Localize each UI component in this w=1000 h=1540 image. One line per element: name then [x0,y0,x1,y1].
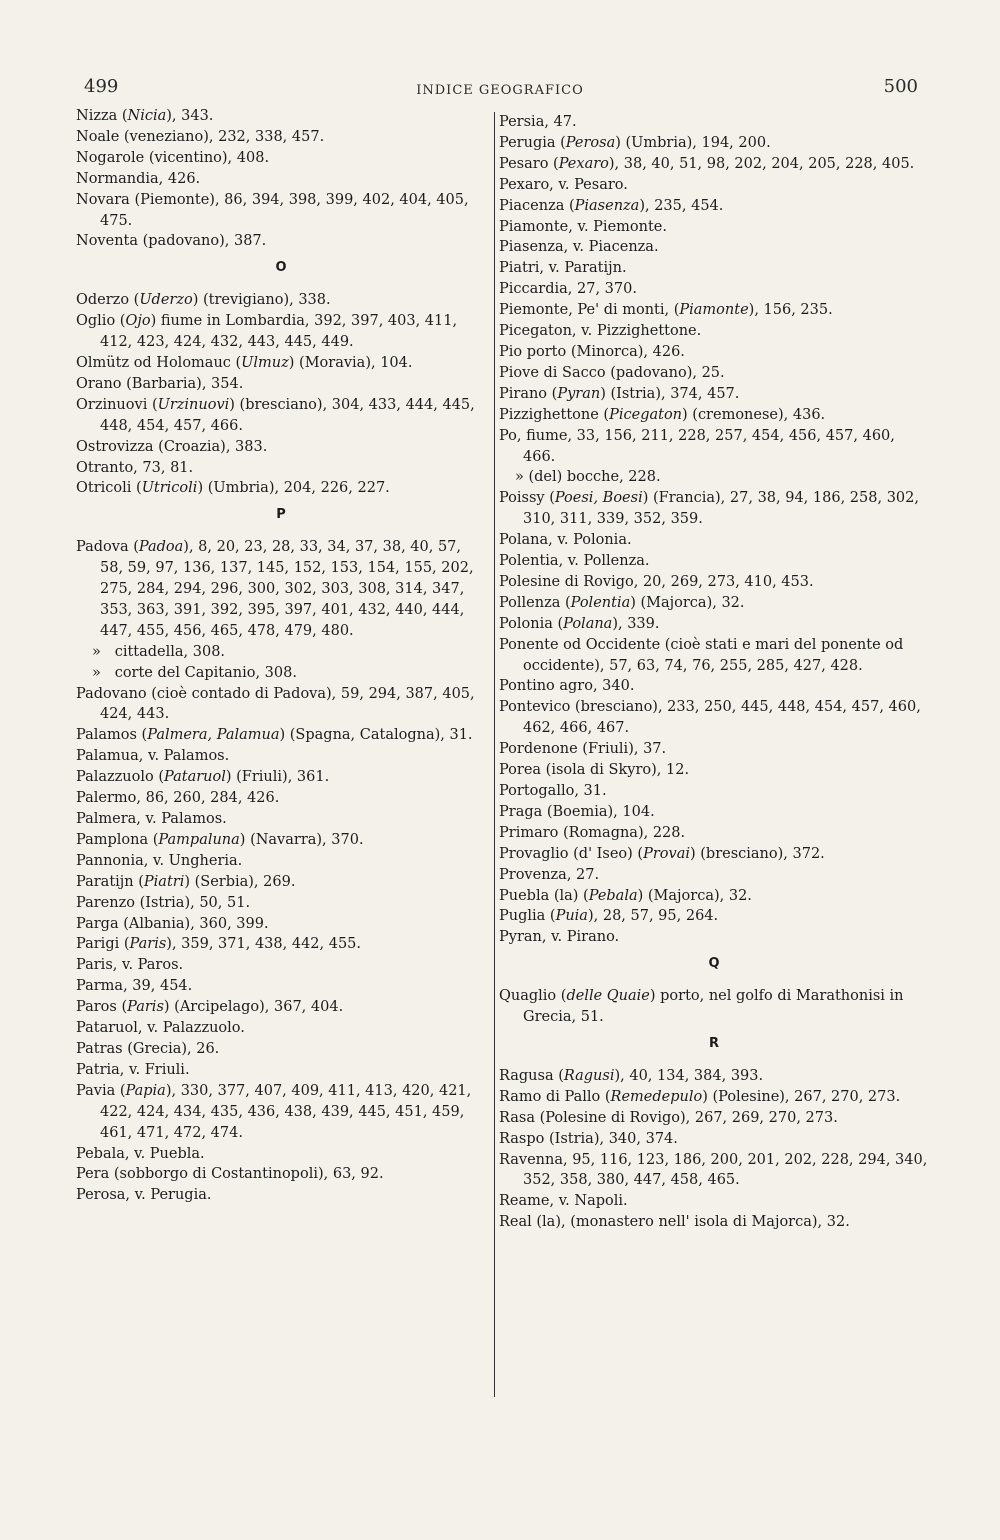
index-entry: Portogallo, 31. [499,783,607,799]
index-entry: Olmütz od Holomauc (Ulmuz) (Moravia), 104. [76,354,413,371]
index-entry: Pavia (Papia), 330, 377, 407, 409, 411, 413, 420, 421, 422, 424, 434, 435, 436, 438, 439, 445, 451, 459, 461, 471, 472, 474. [76,1082,476,1141]
index-entry: Patria, v. Friuli. [76,1061,190,1078]
index-entry: Piemonte, Pe' di monti, (Piamonte), 156, 235. [499,302,833,319]
section-letter: P [276,507,286,523]
section-letter: R [708,1035,719,1051]
index-entry: Primaro (Romagna), 228. [499,824,686,841]
index-entry: Perugia (Perosa) (Umbria), 194, 200. [499,134,771,151]
index-entry: Ravenna, 95, 116, 123, 186, 200, 201, 202, 228, 294, 340, 352, 358, 380, 447, 458, 465. [499,1151,932,1189]
index-entry: Padova (Padoa), 8, 20, 23, 28, 33, 34, 37, 38, 40, 57, 58, 59, 97, 136, 137, 145, 152, 153, 154, 155, 202, 275, 284, 294, 296, 300, 302, 303, 308, 314, 347, 353, 363, 391, 392, 395, 397, 401, 432, 440, 444, 447, 455, 456, 465, 478, 479, 480. [76,539,479,639]
running-title: INDICE GEOGRAFICO [416,83,584,98]
index-entry: Palazzuolo (Pataruol) (Friuli), 361. [76,769,330,786]
index-entry: Pirano (Pyran) (Istria), 374, 457. [499,385,740,402]
index-entry: Normandia, 426. [76,170,201,187]
index-entry: Puglia (Puia), 28, 57, 95, 264. [499,908,719,925]
index-entry: Palamos (Palmera, Palamua) (Spagna, Catalogna), 31. [76,727,473,744]
index-entry: Ramo di Pallo (Remedepulo) (Polesine), 267, 270, 273. [499,1088,901,1105]
section-letter: Q [708,956,720,972]
index-entry: Porea (isola di Skyro), 12. [499,762,690,779]
index-entry: Puebla (la) (Pebala) (Majorca), 32. [499,887,752,904]
index-entry: Piasenza, v. Piacenza. [499,239,659,256]
index-entry: Parma, 39, 454. [76,978,193,995]
index-entry: Pontevico (bresciano), 233, 250, 445, 448, 454, 457, 460, 462, 466, 467. [499,699,926,737]
index-entry: Noale (veneziano), 232, 338, 457. [76,128,325,145]
index-entry: Piamonte, v. Piemonte. [499,218,667,235]
index-entry: Patras (Grecia), 26. [76,1040,220,1057]
index-entry: Padovano (cioè contado di Padova), 59, 294, 387, 405, 424, 443. [76,685,480,723]
index-subentry: » corte del Capitanio, 308. [92,664,297,681]
index-entry: Rasa (Polesine di Rovigo), 267, 269, 270, 273. [499,1109,838,1126]
index-entry: Polonia (Polana), 339. [499,615,660,632]
index-entry: Paris, v. Paros. [76,957,184,974]
index-entry: Polana, v. Polonia. [499,532,632,549]
index-entry: Polesine di Rovigo, 20, 269, 273, 410, 453. [499,573,814,590]
index-entry: Parigi (Paris), 359, 371, 438, 442, 455. [76,936,362,953]
index-entry: Pizzighettone (Picegaton) (cremonese), 436. [499,406,826,423]
index-entry: Pyran, v. Pirano. [499,929,620,946]
index-entry: Pamplona (Pampaluna) (Navarra), 370. [76,831,364,848]
index-entry: Oderzo (Uderzo) (trevigiano), 338. [76,292,331,309]
index-entry: Pexaro, v. Pesaro. [499,176,628,193]
index-entry: Palermo, 86, 260, 284, 426. [76,790,280,807]
index-entry: Paratijn (Piatri) (Serbia), 269. [76,873,296,890]
index-entry: Provenza, 27. [499,866,600,883]
index-subentry: » (del) bocche, 228. [515,469,661,486]
index-entry: Parenzo (Istria), 50, 51. [76,894,251,911]
index-entry: Pollenza (Polentia) (Majorca), 32. [499,594,745,611]
page-number-right: 500 [883,76,918,97]
section-letter: O [275,260,287,276]
index-entry: Reame, v. Napoli. [499,1193,628,1210]
index-entry: Pordenone (Friuli), 37. [499,741,667,758]
right-column [494,112,932,1397]
index-entry: Orano (Barbaria), 354. [76,375,244,392]
index-entry: Oglio (Ojo) fiume in Lombardia, 392, 397, 403, 411, 412, 423, 424, 432, 443, 445, 449. [76,313,462,351]
index-entry: Pio porto (Minorca), 426. [499,343,685,360]
index-entry: Pera (sobborgo di Costantinopoli), 63, 92. [76,1166,384,1183]
index-entry: Parga (Albania), 360, 399. [76,915,269,932]
index-entry: Provaglio (d' Iseo) (Provai) (bresciano), 372. [499,845,825,862]
left-column [76,106,486,1206]
index-entry: Ragusa (Ragusi), 40, 134, 384, 393. [499,1067,764,1084]
index-entry: Piccardia, 27, 370. [499,281,637,298]
index-entry: Otranto, 73, 81. [76,459,194,476]
index-entry: Real (la), (monastero nell' isola di Majorca), 32. [499,1214,850,1231]
index-entry: Palamua, v. Palamos. [76,748,230,765]
index-entry: Po, fiume, 33, 156, 211, 228, 257, 454, 456, 457, 460, 466. [499,427,900,465]
index-entry: Quaglio (delle Quaie) porto, nel golfo di Marathonisi in Grecia, 51. [499,988,909,1026]
index-entry: Nogarole (vicentino), 408. [76,149,270,166]
index-entry: Picegaton, v. Pizzighettone. [499,323,702,340]
page-number-left: 499 [84,76,119,97]
index-entry: Raspo (Istria), 340, 374. [499,1130,678,1147]
index-entry: Palmera, v. Palamos. [76,811,227,827]
index-entry: Nizza (Nicia), 343. [76,108,214,124]
index-entry: Poissy (Poesi, Boesi) (Francia), 27, 38, 94, 186, 258, 302, 310, 311, 339, 352, 359. [499,490,924,528]
index-entry: Polentia, v. Pollenza. [499,553,650,570]
index-entry: Noventa (padovano), 387. [76,233,267,250]
index-entry: Pannonia, v. Ungheria. [76,852,243,869]
index-entry: Pebala, v. Puebla. [76,1145,205,1162]
index-entry: Piacenza (Piasenza), 235, 454. [499,197,724,214]
index-entry: Pontino agro, 340. [499,678,635,695]
index-entry: Ponente od Occidente (cioè stati e mari del ponente od occidente), 57, 63, 74, 76, 255, 285, 427, 428. [499,636,908,674]
index-entry: Paros (Paris) (Arcipelago), 367, 404. [76,999,344,1016]
index-subentry: » cittadella, 308. [92,643,226,660]
index-entry: Orzinuovi (Urzinuovi) (bresciano), 304, 433, 444, 445, 448, 454, 457, 466. [76,396,480,434]
index-entry: Perosa, v. Perugia. [76,1187,212,1204]
index-entry: Ostrovizza (Croazia), 383. [76,438,268,455]
index-entry: Pesaro (Pexaro), 38, 40, 51, 98, 202, 204, 205, 228, 405. [499,155,915,172]
index-entry: Novara (Piemonte), 86, 394, 398, 399, 402, 404, 405, 475. [76,191,474,229]
index-entry: Persia, 47. [499,114,577,130]
index-entry: Praga (Boemia), 104. [499,803,655,820]
index-entry: Piove di Sacco (padovano), 25. [499,364,725,381]
index-entry: Pataruol, v. Palazzuolo. [76,1020,245,1037]
index-entry: Otricoli (Utricoli) (Umbria), 204, 226, 227. [76,480,390,497]
index-entry: Piatri, v. Paratijn. [499,260,627,277]
